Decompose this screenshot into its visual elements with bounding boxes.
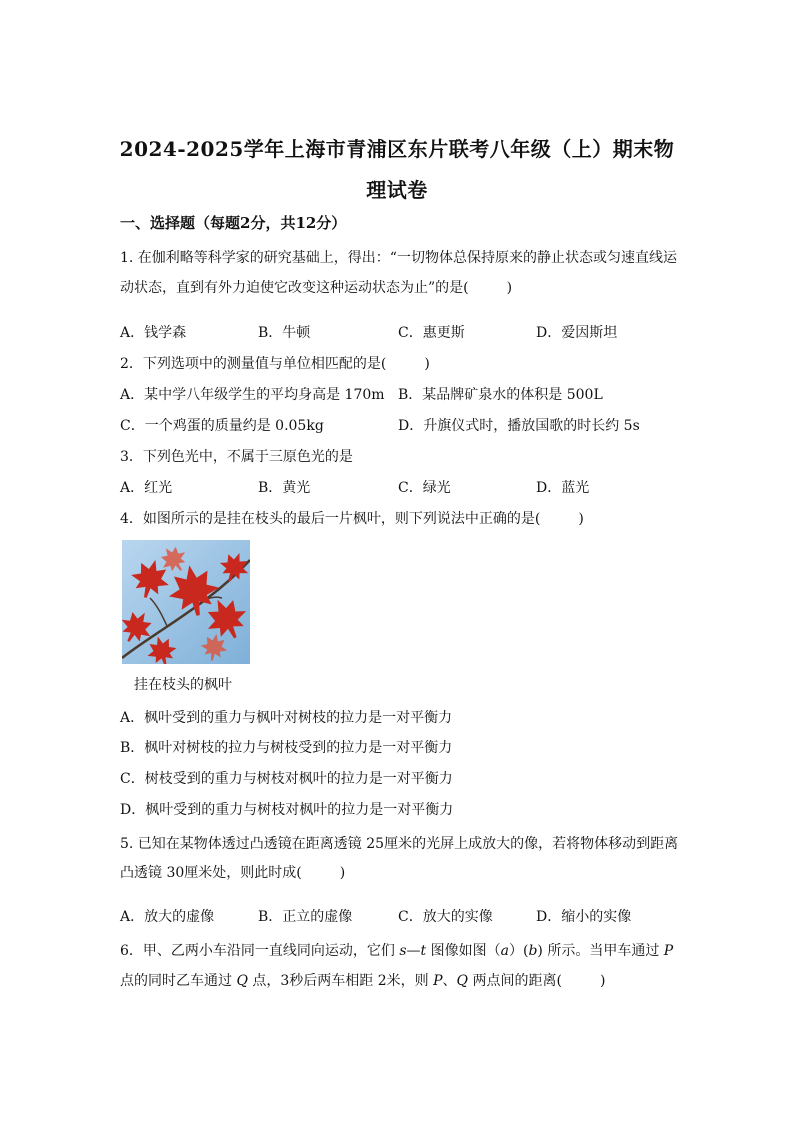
q3-option-c: C．绿光	[398, 480, 451, 496]
q1-option-c: C．惠更斯	[398, 325, 465, 341]
q6-fig-a: a	[500, 943, 509, 959]
q6-paren-close: )	[599, 973, 606, 989]
q6-stem-line1	[120, 940, 673, 960]
q6-st-symbol: s—t	[399, 943, 427, 959]
q1-option-b: B．牛顿	[258, 325, 311, 341]
q1-paren-close: )	[506, 280, 513, 296]
q6-text: 图像如图（	[426, 943, 501, 959]
q2-option-b: B．某品牌矿泉水的体积是 500L	[398, 387, 603, 403]
q5-paren-close: )	[339, 865, 346, 881]
maple-leaf-photo	[122, 540, 250, 664]
q4-option-d: D．枫叶受到的重力与树枝对枫叶的拉力是一对平衡力	[120, 802, 454, 818]
q5-stem-text: 凸透镜 30厘米处，则此时成(	[120, 865, 302, 881]
q6-text: 两点间的距离(	[468, 973, 562, 989]
q2-option-d: D．升旗仪式时，播放国歌的时长约 5s	[398, 418, 640, 434]
q6-text: 点，3秒后两车相距 2米，则	[247, 973, 434, 989]
q3-option-a: A．红光	[120, 480, 173, 496]
q2-paren-close: )	[424, 356, 430, 372]
q3-option-b: B．黄光	[258, 480, 311, 496]
q6-fig-b: b	[528, 943, 538, 959]
q6-stem-line2	[120, 970, 605, 990]
q6-point-q: Q	[236, 973, 248, 989]
q6-text: ）(	[508, 943, 529, 959]
photo-caption: 挂在枝头的枫叶	[134, 677, 232, 693]
q1-stem-line2	[120, 277, 512, 297]
q2-option-a: A．某中学八年级学生的平均身高是 170m	[120, 387, 385, 403]
q6-text: 点的同时乙车通过	[120, 973, 237, 989]
q6-text: 、	[442, 973, 457, 989]
q4-stem	[120, 508, 584, 528]
q2-option-c: C．一个鸡蛋的质量约是 0.05kg	[120, 418, 324, 434]
q5-option-d: D．缩小的实像	[536, 909, 632, 925]
maple-leaf-image	[122, 540, 250, 664]
q3-option-d: D．蓝光	[536, 480, 590, 496]
q4-stem-text: 4．如图所示的是挂在枝头的最后一片枫叶，则下列说法中正确的是(	[120, 511, 541, 527]
q6-text: 6．甲、乙两小车沿同一直线同向运动，它们	[120, 943, 400, 959]
q2-stem	[120, 353, 430, 373]
q4-paren-close: )	[578, 511, 584, 527]
q6-point-p: P	[663, 943, 674, 959]
section-heading: 一、选择题（每题2分，共12分）	[120, 214, 347, 232]
q4-option-b: B．枫叶对树枝的拉力与树枝受到的拉力是一对平衡力	[120, 740, 453, 756]
q6-point-p: P	[433, 973, 443, 989]
q4-option-c: C．树枝受到的重力与树枝对枫叶的拉力是一对平衡力	[120, 771, 453, 787]
q6-text: ) 所示。当甲车通过	[537, 943, 664, 959]
q5-stem-line2	[120, 862, 345, 882]
q1-option-a: A．钱学森	[120, 325, 187, 341]
q1-stem-text: 动状态，直到有外力迫使它改变这种运动状态为止”的是(	[120, 280, 469, 296]
q4-option-a: A．枫叶受到的重力与枫叶对树枝的拉力是一对平衡力	[120, 710, 453, 726]
q5-option-b: B．正立的虚像	[258, 909, 353, 925]
q5-option-a: A．放大的虚像	[120, 909, 215, 925]
q1-option-d: D．爱因斯坦	[536, 325, 618, 341]
q1-stem-line1: 1. 在伽利略等科学家的研究基础上，得出：“一切物体总保持原来的静止状态或匀速直线运	[120, 250, 677, 266]
q6-point-q: Q	[456, 973, 469, 989]
q2-stem-text: 2．下列选项中的测量值与单位相匹配的是(	[120, 356, 387, 372]
q5-stem-line1: 5. 已知在某物体透过凸透镜在距离透镜 25厘米的光屏上成放大的像，若将物体移动到距离	[120, 836, 679, 852]
q5-option-c: C．放大的实像	[398, 909, 493, 925]
exam-title-line2: 理试卷	[366, 178, 428, 202]
q3-stem: 3．下列色光中，不属于三原色光的是	[120, 449, 353, 465]
exam-title-line1: 2024-2025学年上海市青浦区东片联考八年级（上）期末物	[119, 137, 675, 161]
